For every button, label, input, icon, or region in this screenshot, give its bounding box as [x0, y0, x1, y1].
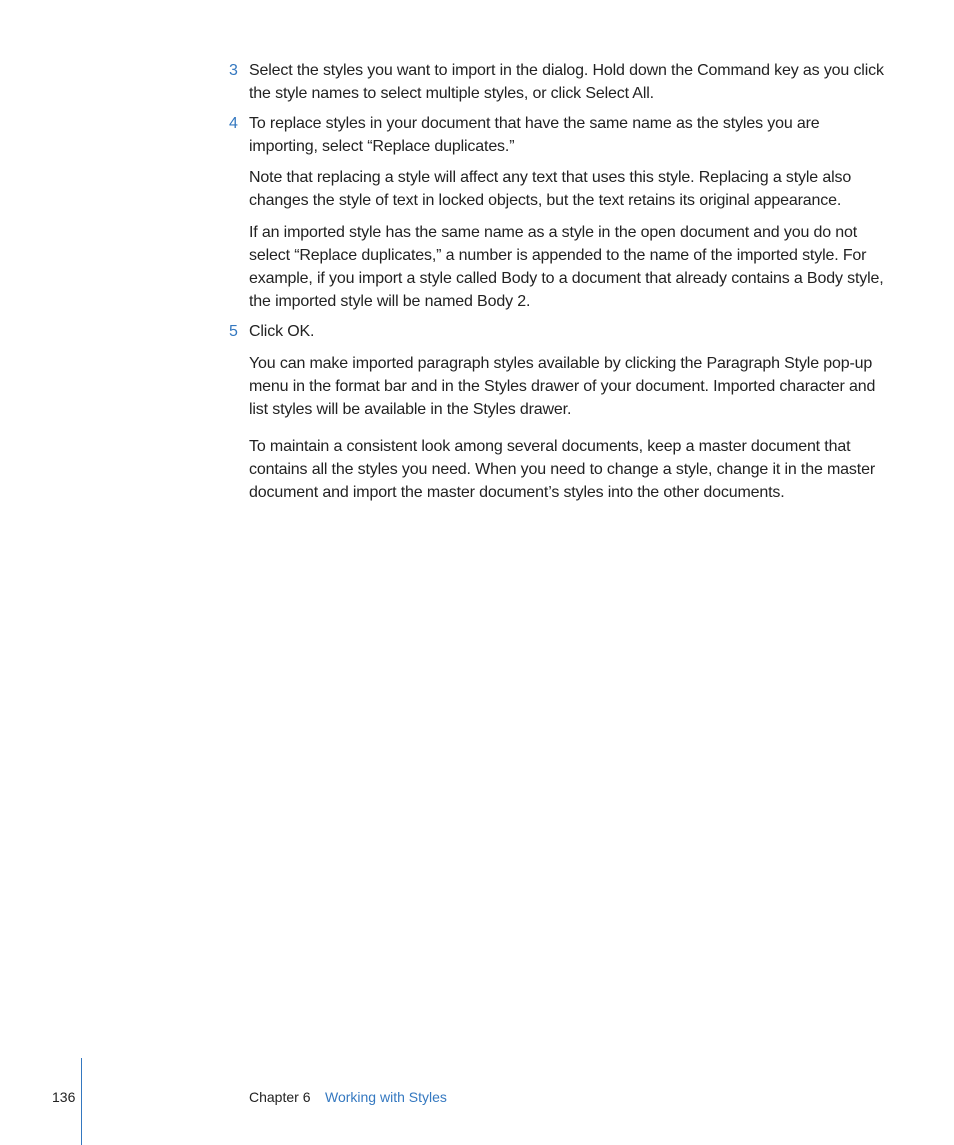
footer-chapter-title[interactable]: Working with Styles — [325, 1089, 447, 1105]
step-number-3: 3 — [229, 62, 238, 79]
step-number-5: 5 — [229, 323, 238, 340]
page-number: 136 — [52, 1089, 76, 1105]
step-5-text: Click OK. — [249, 323, 315, 340]
footer-divider — [81, 1058, 82, 1145]
step-number-4: 4 — [229, 115, 238, 132]
step-4-note-1: Note that replacing a style will affect any text that uses this style. Replacing a style also changes the style of text in locked objects, but the text retains its original appearance. — [249, 169, 852, 209]
step-4-text: To replace styles in your document that have the same name as the styles you are importing, select “Replace duplicates.” — [249, 115, 820, 155]
step-3-text: Select the styles you want to import in the dialog. Hold down the Command key as you click the style names to select multiple styles, or click Select All. — [249, 62, 884, 102]
body-paragraph-1: You can make imported paragraph styles available by clicking the Paragraph Style pop-up menu in the format bar and in the Styles drawer of your document. Imported character and list styles will be available in the Styles drawer. — [249, 355, 876, 418]
body-paragraph-2: To maintain a consistent look among several documents, keep a master document that contains all the styles you need. When you need to change a style, change it in the master document and import the master document’s styles into the other documents. — [249, 438, 876, 501]
footer-chapter-label: Chapter 6 — [249, 1089, 311, 1105]
step-4-note-2: If an imported style has the same name as a style in the open document and you do not select “Replace duplicates,” a number is appended to the name of the imported style. For example, if you import a style called Body to a document that already contains a Body style, the imported style will be named Body 2. — [249, 224, 884, 310]
